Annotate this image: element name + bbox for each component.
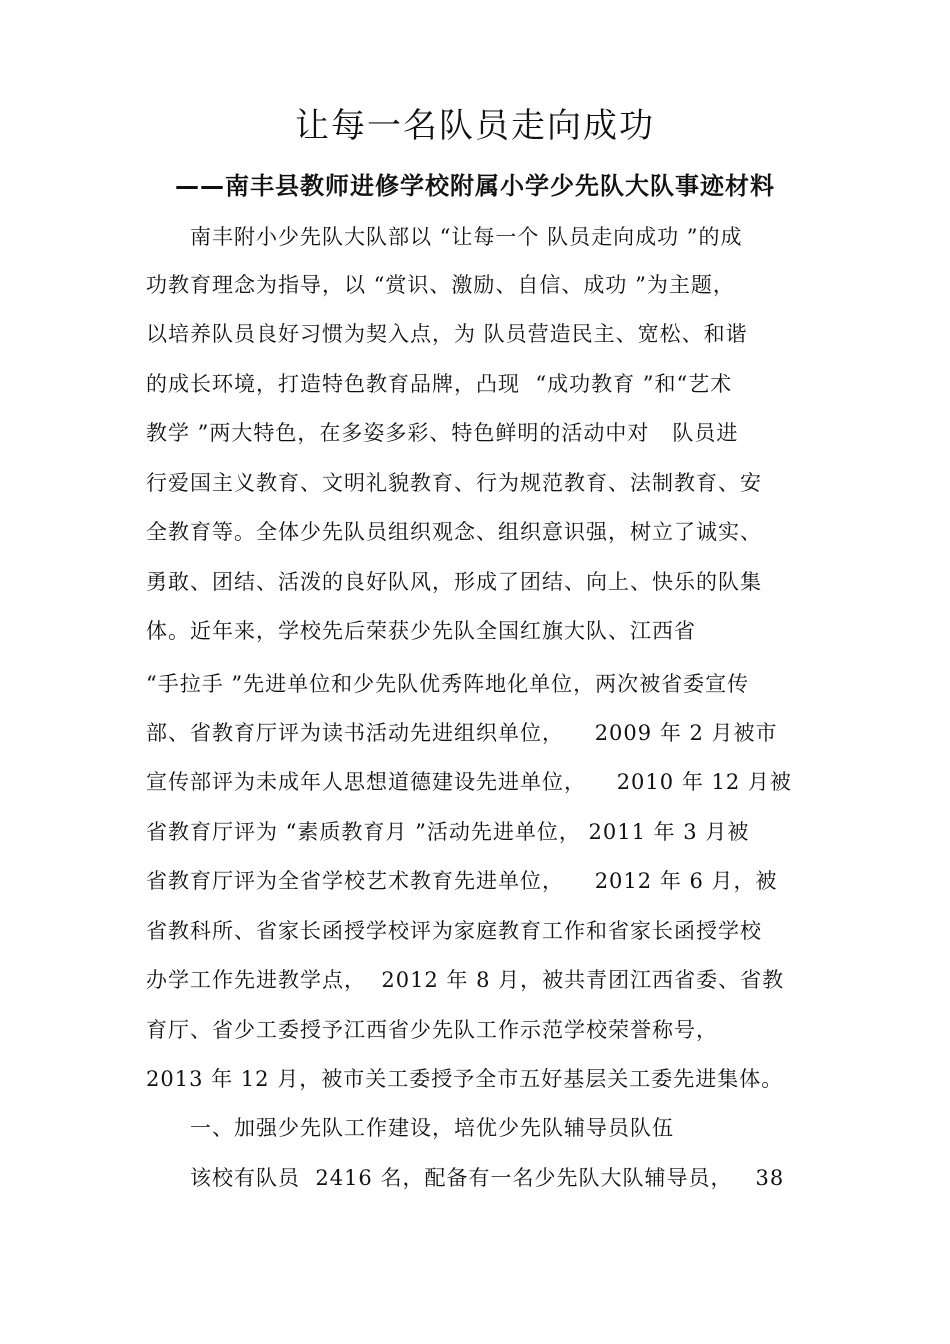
paragraph-line: 该校有队员 2416 名，配备有一名少先队大队辅导员， 38 xyxy=(190,1166,785,1190)
paragraph-line: 的成长环境，打造特色教育品牌，凸现 “成功教育 ”和“艺术 xyxy=(146,372,733,396)
paragraph-line: 2013 年 12 月，被市关工委授予全市五好基层关工委先进集体。 xyxy=(146,1067,784,1091)
paragraph-line: 南丰附小少先队大队部以 “让每一个 队员走向成功 ”的成 xyxy=(190,225,743,249)
paragraph-line: 体。近年来，学校先后荣获少先队全国红旗大队、江西省 xyxy=(146,619,696,643)
paragraph-line: 部、省教育厅评为读书活动先进组织单位， 2009 年 2 月被市 xyxy=(146,721,778,745)
paragraph-line: 勇敢、团结、活泼的良好队风，形成了团结、向上、快乐的队集 xyxy=(146,570,762,594)
paragraph-line: 行爱国主义教育、文明礼貌教育、行为规范教育、法制教育、安 xyxy=(146,471,762,495)
document-title: 让每一名队员走向成功 xyxy=(295,106,655,146)
paragraph-line: 功教育理念为指导，以 “赏识、激励、自信、成功 ”为主题， xyxy=(146,273,735,297)
section-heading: 一、加强少先队工作建设，培优少先队辅导员队伍 xyxy=(190,1116,674,1140)
paragraph-line: 以培养队员良好习惯为契入点，为 队员营造民主、宽松、和谐 xyxy=(146,322,748,346)
paragraph-line: 教学 ”两大特色，在多姿多彩、特色鲜明的活动中对 队员进 xyxy=(146,421,739,445)
paragraph-line: 宣传部评为未成年人思想道德建设先进单位， 2010 年 12 月被 xyxy=(146,770,792,794)
paragraph-line: 全教育等。全体少先队员组织观念、组织意识强，树立了诚实、 xyxy=(146,520,762,544)
paragraph-line: 育厅、省少工委授予江西省少先队工作示范学校荣誉称号， xyxy=(146,1018,718,1042)
paragraph-line: 省教育厅评为 “素质教育月 ”活动先进单位， 2011 年 3 月被 xyxy=(146,820,750,844)
paragraph-line: 省教育厅评为全省学校艺术教育先进单位， 2012 年 6 月，被 xyxy=(146,869,778,893)
paragraph-line: “手拉手 ”先进单位和少先队优秀阵地化单位，两次被省委宣传 xyxy=(146,672,750,696)
paragraph-line: 办学工作先进教学点， 2012 年 8 月，被共青团江西省委、省教 xyxy=(146,968,785,992)
paragraph-line: 省教科所、省家长函授学校评为家庭教育工作和省家长函授学校 xyxy=(146,919,762,943)
document-subtitle: ——南丰县教师进修学校附属小学少先队大队事迹材料 xyxy=(175,172,775,200)
